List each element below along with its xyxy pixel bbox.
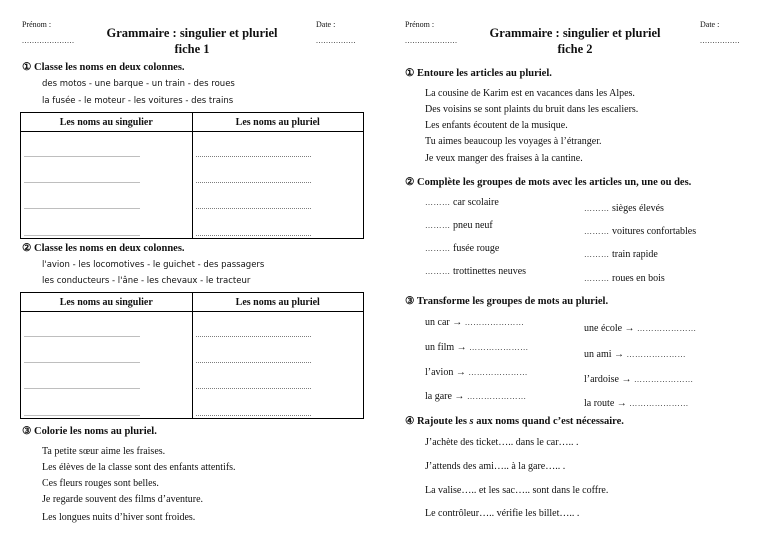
sentence[interactable]: Je veux manger des fraises à la cantine. [425,153,583,164]
exercise-1-heading: ① Classe les noms en deux colonnes. [22,62,185,73]
transform-item[interactable]: un ami → ………………… [584,349,686,360]
prenom-label: Prénom : [405,20,435,29]
answer-line[interactable]: .......................................................... [192,211,364,238]
answer-line[interactable]: .......................................................... [192,159,364,185]
exercise-3-heading: ③ Transforme les groupes de mots au pluriel. [405,296,609,307]
page-title: Grammaire : singulier et pluriel fiche 2 [489,26,661,56]
transform-item[interactable]: un car → ………………… [425,317,525,328]
answer-line[interactable]: .......................................................... [21,159,193,185]
sentence[interactable]: Les longues nuits d’hiver sont froides. [42,512,196,523]
exercise-4-heading: ④ Rajoute les s aux noms quand c’est nécessaire. [405,416,624,427]
answer-line[interactable]: .......................................................... [21,132,193,159]
date-field[interactable]: ................ [700,36,740,45]
answer-line[interactable]: .......................................................... [21,312,193,339]
sentence[interactable]: J’achète des ticket….. dans le car….. . [425,437,579,448]
answer-line[interactable]: .......................................................... [21,339,193,365]
sentence[interactable]: Des voisins se sont plaints du bruit dans les escaliers. [425,104,639,115]
answer-line[interactable]: .......................................................... [21,365,193,391]
transform-item[interactable]: l’ardoise → ………………… [584,374,694,385]
prenom-field[interactable]: ..................... [22,36,75,45]
sentence[interactable]: Ta petite sœur aime les fraises. [42,446,166,457]
exercise-2-heading: ② Classe les noms en deux colonnes. [22,243,185,254]
answer-line[interactable]: .......................................................... [192,132,364,159]
exercise-1-heading: ① Entoure les articles au pluriel. [405,68,552,79]
answer-line[interactable]: .......................................................... [192,339,364,365]
sentence[interactable]: Je regarde souvent des films d’aventure. [42,494,204,505]
sentence[interactable]: J’attends des ami….. à la gare….. . [425,461,566,472]
page-title: Grammaire : singulier et pluriel fiche 1 [106,26,278,56]
sentence[interactable]: La valise….. et les sac….. sont dans le coffre. [425,485,609,496]
fill-blank-item[interactable]: ……… fusée rouge [425,243,500,254]
date-label: Date : [700,20,720,29]
transform-item[interactable]: la gare → ………………… [425,391,527,402]
answer-line[interactable]: .......................................................... [21,391,193,418]
word-list-line: l'avion - les locomotives - le guichet - des passagers [42,260,265,270]
word-list-line: les conducteurs - l'âne - les chevaux - le tracteur [42,276,251,286]
column-header-singulier: Les noms au singulier [21,293,193,312]
prenom-label: Prénom : [22,20,52,29]
sentence[interactable]: Le contrôleur….. vérifie les billet….. . [425,508,580,519]
column-header-pluriel: Les noms au pluriel [192,113,364,132]
answer-line[interactable]: .......................................................... [21,211,193,238]
sentence[interactable]: Ces fleurs rouges sont belles. [42,478,159,489]
transform-item[interactable]: une école → ………………… [584,323,697,334]
column-header-pluriel: Les noms au pluriel [192,293,364,312]
fill-blank-item[interactable]: ……… trottinettes neuves [425,266,527,277]
fill-blank-item[interactable]: ……… roues en bois [584,273,665,284]
transform-item[interactable]: un film → ………………… [425,342,529,353]
sentence[interactable]: Les enfants écoutent de la musique. [425,120,568,131]
answer-line[interactable]: .......................................................... [192,185,364,211]
answer-line[interactable]: .......................................................... [21,185,193,211]
transform-item[interactable]: l’avion → ………………… [425,367,528,378]
fill-blank-item[interactable]: ……… train rapide [584,249,658,260]
answer-line[interactable]: .......................................................... [192,365,364,391]
classification-table-1 [20,112,364,239]
date-label: Date : [316,20,336,29]
exercise-3-heading: ③ Colorie les noms au pluriel. [22,426,157,437]
fill-blank-item[interactable]: ……… voitures confortables [584,226,697,237]
fill-blank-item[interactable]: ……… car scolaire [425,197,499,208]
sentence[interactable]: La cousine de Karim est en vacances dans les Alpes. [425,88,635,99]
exercise-2-heading: ② Complète les groupes de mots avec les articles un, une ou des. [405,177,692,188]
fill-blank-item[interactable]: ……… pneu neuf [425,220,493,231]
word-list-line: la fusée - le moteur - les voitures - des trains [42,96,234,106]
fill-blank-item[interactable]: ……… sièges élevés [584,203,664,214]
sentence[interactable]: Les élèves de la classe sont des enfants attentifs. [42,462,236,473]
answer-line[interactable]: .......................................................... [192,391,364,418]
transform-item[interactable]: la route → ………………… [584,398,689,409]
word-list-line: des motos - une barque - un train - des roues [42,79,235,89]
classification-table-2 [20,292,364,419]
column-header-singulier: Les noms au singulier [21,113,193,132]
sentence[interactable]: Tu aimes beaucoup les voyages à l’étranger. [425,136,602,147]
date-field[interactable]: ................ [316,36,356,45]
answer-line[interactable]: .......................................................... [192,312,364,339]
prenom-field[interactable]: ..................... [405,36,458,45]
